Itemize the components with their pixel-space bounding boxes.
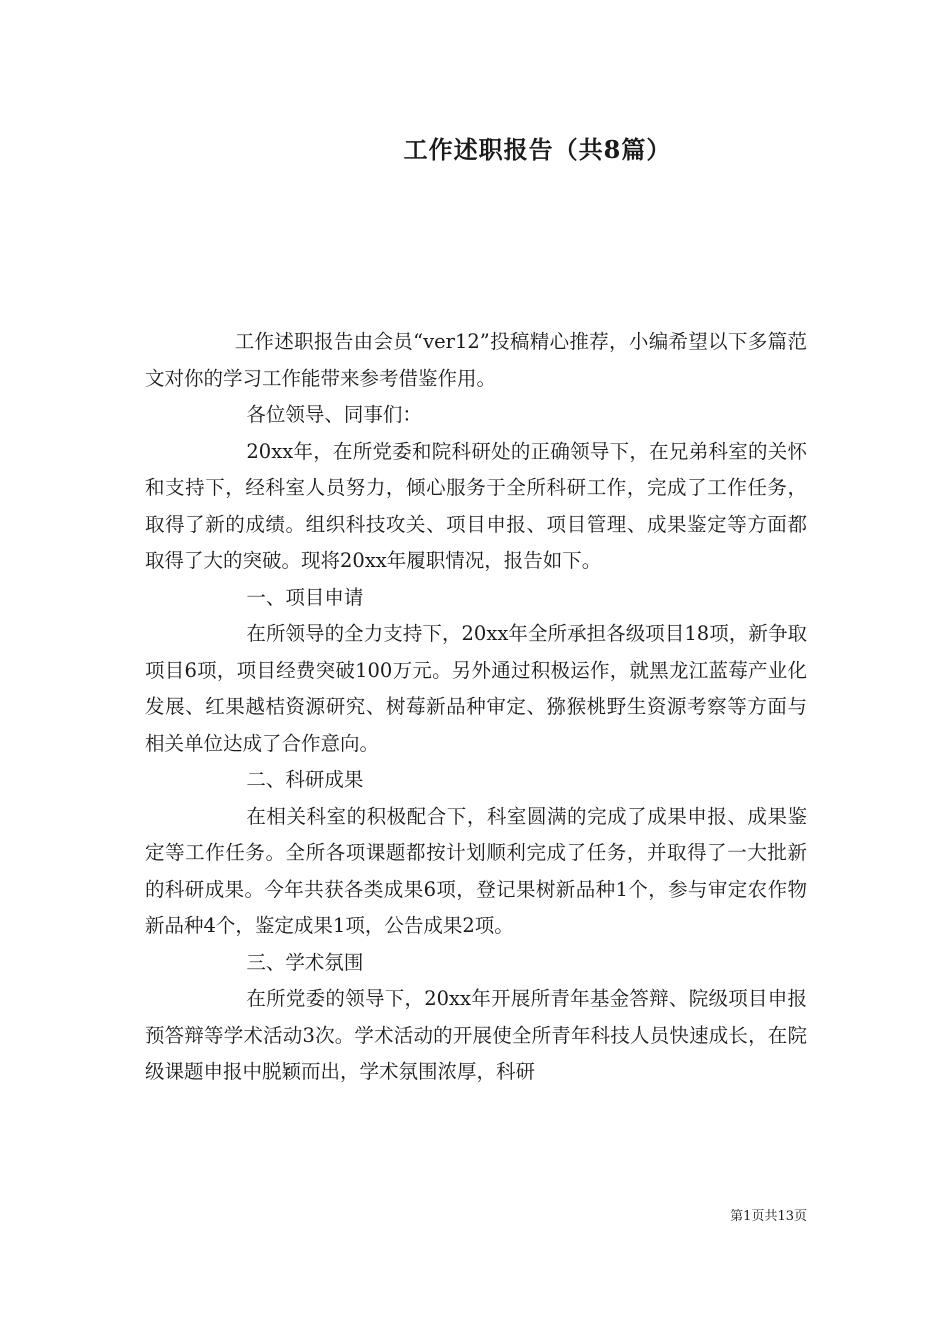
- document-body: [145, 324, 807, 1091]
- body-paragraph: 在相关科室的积极配合下，科室圆满的完成了成果申报、成果鉴定等工作任务。全所各项课题都按计划顺利完成了任务，并取得了一大批新的科研成果。今年共获各类成果6项，登记果树新品种1个，参与审定农作物新品种4个，鉴定成果1项，公告成果2项。: [145, 804, 807, 937]
- section-heading-research: 二、科研成果: [246, 768, 364, 791]
- body-paragraph: 在所领导的全力支持下，20xx年全所承担各级项目18项，新争取项目6项，项目经费突破100万元。另外通过积极运作，就黑龙江蓝莓产业化发展、红果越桔资源研究、树莓新品种审定、猕猴桃野生资源考察等方面与相关单位达成了合作意向。: [145, 622, 807, 755]
- intro-paragraph: 工作述职报告由会员“ver12”投稿精心推荐，小编希望以下多篇范文对你的学习工作能带来参考借鉴作用。: [145, 330, 807, 390]
- body-paragraph: 20xx年，在所党委和院科研处的正确领导下，在兄弟科室的关怀和支持下，经科室人员努力，倾心服务于全所科研工作，完成了工作任务，取得了新的成绩。组织科技攻关、项目申报、项目管理、成果鉴定等方面都取得了大的突破。现将20xx年履职情况，报告如下。: [145, 439, 807, 572]
- page-number: 第1页共13页: [730, 1209, 807, 1224]
- body-paragraph: 在所党委的领导下，20xx年开展所青年基金答辩、院级项目申报预答辩等学术活动3次。学术活动的开展使全所青年科技人员快速成长，在院级课题申报中脱颖而出，学术氛围浓厚，科研: [145, 987, 807, 1083]
- section-heading-academic: 三、学术氛围: [246, 950, 364, 974]
- greeting-paragraph: 各位领导、同事们：: [246, 403, 422, 426]
- page-title: 工作述职报告（共8篇）: [403, 135, 672, 164]
- section-heading-project: 一、项目申请: [246, 585, 364, 609]
